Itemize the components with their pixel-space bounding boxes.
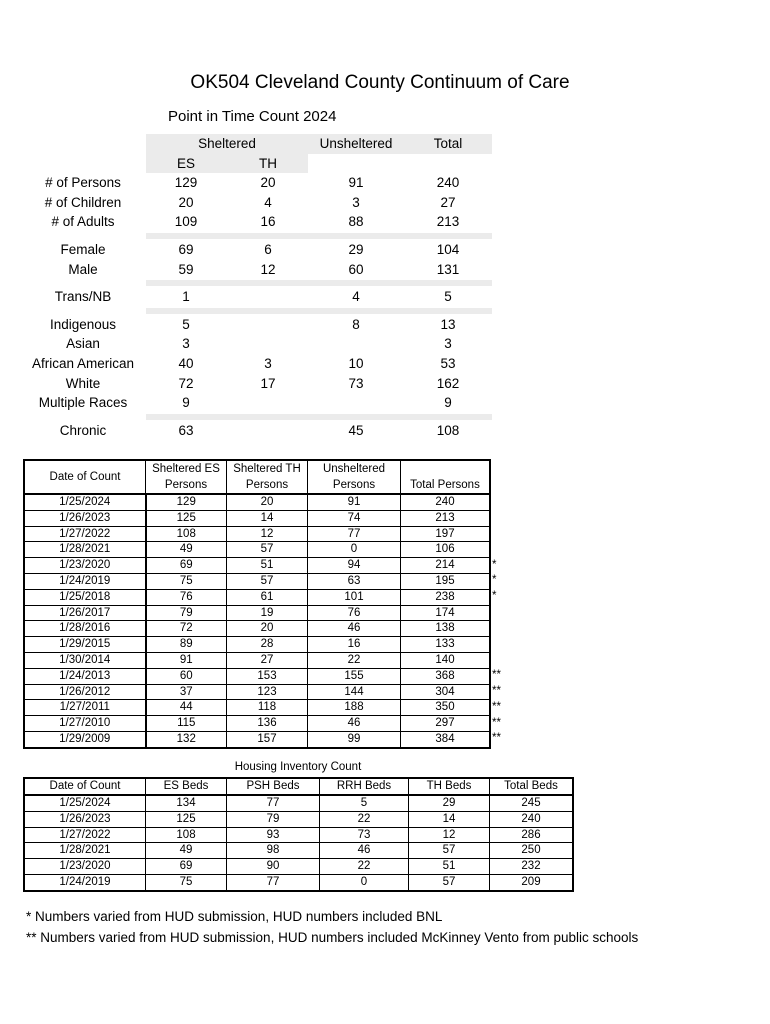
pit-un: 4 xyxy=(352,289,360,305)
history-cell-tot: 297 xyxy=(401,716,491,732)
table-row xyxy=(24,874,573,890)
history-cell-tot: 140 xyxy=(401,652,491,668)
history-cell-tot: 106 xyxy=(401,542,491,558)
table-row xyxy=(24,811,573,827)
hic-col-rrh: RRH Beds xyxy=(320,778,409,795)
hic-cell-tot: 240 xyxy=(490,811,574,827)
pit-row-label: White xyxy=(65,375,101,391)
pit-row xyxy=(22,260,492,280)
history-cell-un: 144 xyxy=(308,684,401,700)
hic-cell-th: 57 xyxy=(409,843,490,859)
pit-total: 5 xyxy=(444,289,452,305)
hic-cell-date: 1/24/2019 xyxy=(24,874,146,890)
pit-un: 88 xyxy=(348,214,364,230)
hic-cell-rrh: 5 xyxy=(320,795,409,811)
table-row xyxy=(24,700,490,716)
pit-total: 13 xyxy=(440,316,456,332)
hic-cell-psh: 77 xyxy=(227,874,320,890)
history-cell-date: 1/28/2016 xyxy=(24,621,146,637)
history-cell-tot: 138 xyxy=(401,621,491,637)
table-row xyxy=(24,668,490,684)
hic-cell-tot: 250 xyxy=(490,843,574,859)
col-un: Unsheltered Persons xyxy=(308,460,401,494)
pit-total: 162 xyxy=(436,375,460,391)
pit-summary xyxy=(22,134,492,440)
pit-un: 8 xyxy=(352,316,360,332)
pit-total: 27 xyxy=(440,194,456,210)
pit-es: 129 xyxy=(174,175,198,191)
page-subtitle: Point in Time Count 2024 xyxy=(168,108,337,125)
history-cell-tot: 174 xyxy=(401,605,491,621)
history-cell-date: 1/29/2009 xyxy=(24,731,146,747)
pit-row xyxy=(22,212,492,232)
pit-row-label: # of Persons xyxy=(45,175,121,191)
history-cell-tot: 214 xyxy=(401,558,491,574)
hic-cell-rrh: 73 xyxy=(320,827,409,843)
history-cell-es: 89 xyxy=(146,637,227,653)
history-cell-es: 115 xyxy=(146,716,227,732)
col-date: Date of Count xyxy=(24,460,146,494)
history-cell-es: 108 xyxy=(146,526,227,542)
pit-total: 240 xyxy=(436,175,460,191)
history-cell-th: 20 xyxy=(227,494,308,510)
pit-header-row-2 xyxy=(22,154,492,174)
pit-es: 9 xyxy=(182,395,190,411)
pit-row-label: Asian xyxy=(66,336,100,352)
pit-row xyxy=(22,334,492,354)
table-row xyxy=(24,605,490,621)
history-cell-date: 1/30/2014 xyxy=(24,652,146,668)
history-cell-th: 27 xyxy=(227,652,308,668)
hic-cell-es: 134 xyxy=(146,795,227,811)
pit-un: 45 xyxy=(348,422,364,438)
history-cell-th: 51 xyxy=(227,558,308,574)
history-cell-un: 91 xyxy=(308,494,401,510)
history-cell-th: 136 xyxy=(227,716,308,732)
history-cell-date: 1/27/2022 xyxy=(24,526,146,542)
history-cell-un: 188 xyxy=(308,700,401,716)
history-cell-date: 1/24/2019 xyxy=(24,573,146,589)
table-row xyxy=(24,494,490,510)
pit-total: 104 xyxy=(436,241,460,257)
pit-row xyxy=(22,173,492,193)
history-cell-un: 99 xyxy=(308,731,401,747)
history-cell-th: 14 xyxy=(227,510,308,526)
history-cell-tot: 384 xyxy=(401,731,491,747)
history-cell-date: 1/25/2018 xyxy=(24,589,146,605)
pit-es: 3 xyxy=(182,336,190,352)
footnote-marker: * xyxy=(492,574,497,587)
hic-cell-date: 1/28/2021 xyxy=(24,843,146,859)
table-row xyxy=(24,843,573,859)
table-row xyxy=(24,526,490,542)
hic-cell-rrh: 0 xyxy=(320,874,409,890)
pit-un: 73 xyxy=(348,375,364,391)
pit-row xyxy=(22,287,492,307)
pit-row-label: # of Adults xyxy=(51,214,115,230)
pit-th: 12 xyxy=(260,261,276,277)
hic-cell-tot: 232 xyxy=(490,859,574,875)
pit-row-label: Female xyxy=(60,241,106,257)
table-row xyxy=(24,652,490,668)
pit-row-label: Multiple Races xyxy=(38,395,128,411)
history-cell-th: 28 xyxy=(227,637,308,653)
hic-cell-date: 1/27/2022 xyxy=(24,827,146,843)
history-cell-date: 1/26/2012 xyxy=(24,684,146,700)
history-cell-date: 1/26/2017 xyxy=(24,605,146,621)
pit-row xyxy=(22,240,492,260)
history-cell-date: 1/28/2021 xyxy=(24,542,146,558)
history-cell-date: 1/29/2015 xyxy=(24,637,146,653)
hic-col-tot: Total Beds xyxy=(490,778,574,795)
hic-cell-tot: 286 xyxy=(490,827,574,843)
pit-es: 1 xyxy=(182,289,190,305)
history-cell-es: 79 xyxy=(146,605,227,621)
footnote-marker: * xyxy=(492,590,497,603)
history-cell-tot: 240 xyxy=(401,494,491,510)
hic-title: Housing Inventory Count xyxy=(234,761,362,773)
hic-cell-es: 125 xyxy=(146,811,227,827)
history-cell-tot: 195 xyxy=(401,573,491,589)
history-cell-es: 69 xyxy=(146,558,227,574)
pit-th: 17 xyxy=(260,375,276,391)
hic-cell-es: 108 xyxy=(146,827,227,843)
pit-row-label: Male xyxy=(68,261,98,277)
pit-es: 59 xyxy=(178,261,194,277)
history-cell-un: 22 xyxy=(308,652,401,668)
pit-row-label: African American xyxy=(31,355,135,371)
hic-cell-th: 57 xyxy=(409,874,490,890)
footnote-marker: ** xyxy=(492,700,501,713)
hic-table xyxy=(23,777,574,892)
history-cell-un: 46 xyxy=(308,621,401,637)
pit-un: 91 xyxy=(348,175,364,191)
history-cell-date: 1/27/2010 xyxy=(24,716,146,732)
table-row xyxy=(24,542,490,558)
table-row xyxy=(24,684,490,700)
table-row xyxy=(24,573,490,589)
header-total: Total xyxy=(404,134,492,154)
hic-cell-date: 1/25/2024 xyxy=(24,795,146,811)
history-cell-date: 1/24/2013 xyxy=(24,668,146,684)
pit-es: 63 xyxy=(178,422,194,438)
history-cell-un: 0 xyxy=(308,542,401,558)
table-row xyxy=(24,859,573,875)
pit-row xyxy=(22,315,492,335)
history-cell-es: 76 xyxy=(146,589,227,605)
table-row xyxy=(24,621,490,637)
history-cell-es: 91 xyxy=(146,652,227,668)
history-cell-es: 129 xyxy=(146,494,227,510)
pit-es: 72 xyxy=(178,375,194,391)
pit-th: 3 xyxy=(264,355,272,371)
hic-cell-es: 75 xyxy=(146,874,227,890)
pit-un: 3 xyxy=(352,194,360,210)
pit-un: 29 xyxy=(348,241,364,257)
table-row xyxy=(24,637,490,653)
history-cell-tot: 304 xyxy=(401,684,491,700)
table-row xyxy=(24,731,490,747)
history-cell-tot: 197 xyxy=(401,526,491,542)
pit-es: 20 xyxy=(178,194,194,210)
header-unsheltered: Unsheltered xyxy=(310,134,402,154)
footnote-marker: ** xyxy=(492,732,501,745)
page-title: OK504 Cleveland County Continuum of Care xyxy=(190,72,570,93)
pit-th: 16 xyxy=(260,214,276,230)
history-cell-tot: 368 xyxy=(401,668,491,684)
history-cell-es: 49 xyxy=(146,542,227,558)
pit-th: 4 xyxy=(264,194,272,210)
hic-cell-es: 69 xyxy=(146,859,227,875)
footnote-one: * Numbers varied from HUD submission, HUD numbers included BNL xyxy=(26,909,443,924)
history-cell-tot: 238 xyxy=(401,589,491,605)
history-cell-un: 46 xyxy=(308,716,401,732)
pit-total: 131 xyxy=(436,261,460,277)
history-cell-un: 74 xyxy=(308,510,401,526)
table-row xyxy=(24,716,490,732)
footnote-marker: ** xyxy=(492,716,501,729)
history-cell-date: 1/27/2011 xyxy=(24,700,146,716)
history-cell-es: 37 xyxy=(146,684,227,700)
history-cell-date: 1/26/2023 xyxy=(24,510,146,526)
history-cell-th: 12 xyxy=(227,526,308,542)
pit-total: 108 xyxy=(436,422,460,438)
history-cell-tot: 133 xyxy=(401,637,491,653)
history-cell-th: 123 xyxy=(227,684,308,700)
pit-es: 5 xyxy=(182,316,190,332)
pit-th: 20 xyxy=(260,175,276,191)
hic-cell-tot: 209 xyxy=(490,874,574,890)
pit-row-label: Trans/NB xyxy=(54,289,112,305)
table-row xyxy=(24,510,490,526)
hic-cell-psh: 77 xyxy=(227,795,320,811)
history-cell-th: 57 xyxy=(227,573,308,589)
pit-total: 213 xyxy=(436,214,460,230)
history-cell-un: 76 xyxy=(308,605,401,621)
pit-es: 109 xyxy=(174,214,198,230)
pit-row-label: # of Children xyxy=(44,194,122,210)
col-es: Sheltered ES Persons xyxy=(146,460,227,494)
pit-row xyxy=(22,393,492,413)
history-cell-un: 63 xyxy=(308,573,401,589)
history-cell-un: 94 xyxy=(308,558,401,574)
hic-cell-th: 14 xyxy=(409,811,490,827)
header-sheltered: Sheltered xyxy=(146,134,308,154)
history-cell-es: 72 xyxy=(146,621,227,637)
table-row xyxy=(24,589,490,605)
history-cell-th: 157 xyxy=(227,731,308,747)
hic-cell-psh: 90 xyxy=(227,859,320,875)
history-cell-th: 20 xyxy=(227,621,308,637)
history-cell-es: 44 xyxy=(146,700,227,716)
pit-un: 60 xyxy=(348,261,364,277)
history-cell-un: 155 xyxy=(308,668,401,684)
history-cell-es: 60 xyxy=(146,668,227,684)
header-th: TH xyxy=(228,154,308,174)
hic-cell-rrh: 46 xyxy=(320,843,409,859)
pit-row-label: Indigenous xyxy=(49,316,117,332)
history-cell-th: 19 xyxy=(227,605,308,621)
history-cell-date: 1/25/2024 xyxy=(24,494,146,510)
history-cell-es: 75 xyxy=(146,573,227,589)
history-table xyxy=(23,459,491,749)
footnote-marker: ** xyxy=(492,685,501,698)
history-cell-tot: 350 xyxy=(401,700,491,716)
history-cell-th: 118 xyxy=(227,700,308,716)
hic-cell-tot: 245 xyxy=(490,795,574,811)
hic-cell-rrh: 22 xyxy=(320,811,409,827)
pit-th: 6 xyxy=(264,241,272,257)
history-cell-es: 132 xyxy=(146,731,227,747)
hic-cell-th: 51 xyxy=(409,859,490,875)
pit-row xyxy=(22,354,492,374)
pit-total: 3 xyxy=(444,336,452,352)
hic-cell-es: 49 xyxy=(146,843,227,859)
history-cell-th: 61 xyxy=(227,589,308,605)
history-cell-th: 153 xyxy=(227,668,308,684)
hic-cell-date: 1/26/2023 xyxy=(24,811,146,827)
history-cell-un: 101 xyxy=(308,589,401,605)
footnote-marker: * xyxy=(492,558,497,571)
history-cell-un: 77 xyxy=(308,526,401,542)
hic-col-date: Date of Count xyxy=(24,778,146,795)
history-cell-th: 57 xyxy=(227,542,308,558)
hic-cell-rrh: 22 xyxy=(320,859,409,875)
pit-row xyxy=(22,193,492,213)
history-cell-tot: 213 xyxy=(401,510,491,526)
pit-es: 40 xyxy=(178,355,194,371)
table-row xyxy=(24,795,573,811)
history-cell-date: 1/23/2020 xyxy=(24,558,146,574)
hic-cell-date: 1/23/2020 xyxy=(24,859,146,875)
hic-cell-psh: 98 xyxy=(227,843,320,859)
table-row xyxy=(24,558,490,574)
pit-total: 53 xyxy=(440,355,456,371)
history-cell-un: 16 xyxy=(308,637,401,653)
hic-cell-th: 29 xyxy=(409,795,490,811)
pit-row xyxy=(22,374,492,394)
pit-row-label: Chronic xyxy=(59,422,107,438)
pit-header-row-1 xyxy=(22,134,492,154)
hic-col-psh: PSH Beds xyxy=(227,778,320,795)
hic-cell-psh: 93 xyxy=(227,827,320,843)
hic-col-es: ES Beds xyxy=(146,778,227,795)
header-es: ES xyxy=(146,154,226,174)
col-tot: Total Persons xyxy=(401,460,491,494)
footnote-two: ** Numbers varied from HUD submission, HUD numbers included McKinney Vento from public schools xyxy=(26,930,639,945)
pit-row xyxy=(22,421,492,441)
footnote-marker: ** xyxy=(492,669,501,682)
col-th: Sheltered TH Persons xyxy=(227,460,308,494)
table-row xyxy=(24,827,573,843)
hic-col-th: TH Beds xyxy=(409,778,490,795)
pit-un: 10 xyxy=(348,355,364,371)
history-cell-es: 125 xyxy=(146,510,227,526)
hic-cell-psh: 79 xyxy=(227,811,320,827)
hic-cell-th: 12 xyxy=(409,827,490,843)
pit-es: 69 xyxy=(178,241,194,257)
pit-total: 9 xyxy=(444,395,452,411)
